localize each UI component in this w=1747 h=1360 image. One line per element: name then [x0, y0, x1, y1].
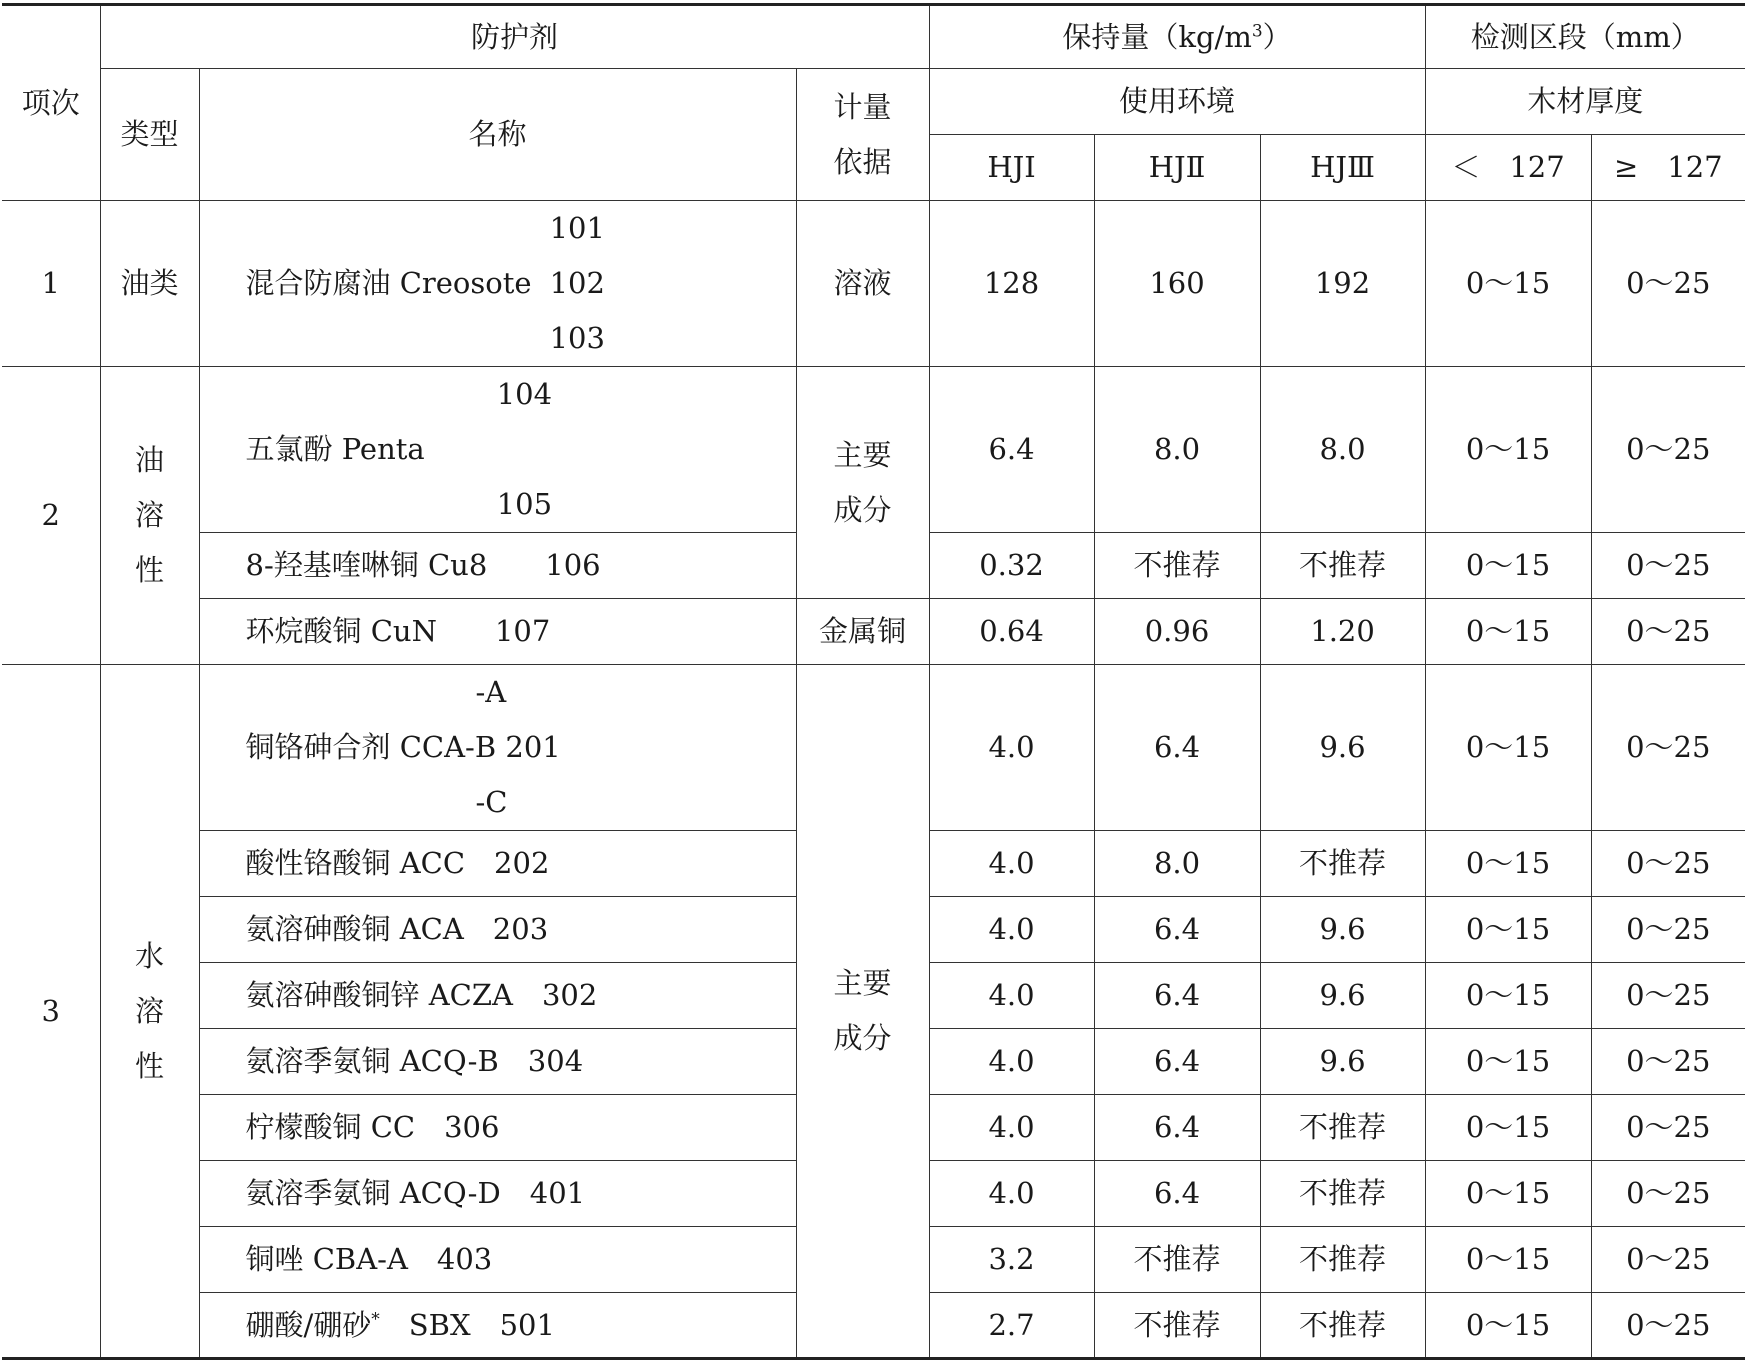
zone-lt-value: 0～15 [1425, 1161, 1591, 1227]
zone-lt-value: 0～15 [1425, 831, 1591, 897]
type-char: 油 [134, 443, 164, 477]
hj1-value: 0.32 [929, 533, 1094, 599]
header-retention [929, 5, 1425, 69]
header-thick-lt-text: ＜ 127 [1451, 150, 1565, 185]
item-cell [2, 201, 100, 367]
item-no: 3 [41, 993, 60, 1028]
zone-lt-value: 0～15 [1425, 533, 1591, 599]
header-hj3 [1260, 135, 1425, 201]
zone-ge-value: 0～25 [1591, 1029, 1745, 1095]
item-no: 1 [41, 266, 60, 301]
basis-text: 金属铜 [819, 614, 907, 649]
zone-ge-value: 0～25 [1591, 963, 1745, 1029]
name-cell [199, 963, 796, 1029]
basis-cell [796, 665, 929, 1359]
header-preservative-text: 防护剂 [471, 19, 559, 54]
hj3-value: 9.6 [1260, 1029, 1425, 1095]
zone-ge-value: 0～25 [1591, 367, 1745, 533]
header-hj2-text: HJⅡ [1148, 150, 1206, 185]
table-row [2, 367, 1745, 533]
name-cell [199, 1161, 796, 1227]
header-assay-zone-text: 检测区段（mm） [1470, 19, 1700, 54]
zone-lt-value: 0～15 [1425, 665, 1591, 831]
header-type [100, 69, 199, 201]
hj2-value: 6.4 [1094, 1095, 1260, 1161]
hj3-value: 9.6 [1260, 665, 1425, 831]
name-cell [199, 1227, 796, 1293]
header-hj1 [929, 135, 1094, 201]
type-char: 溶 [134, 993, 164, 1028]
preservative-name: 酸性铬酸铜 ACC 202 [245, 846, 550, 881]
name-cell [199, 533, 796, 599]
zone-ge-value: 0～25 [1591, 533, 1745, 599]
hj1-value: 128 [929, 201, 1094, 367]
preservative-name: 铜唑 CBA-A 403 [245, 1242, 493, 1277]
hj3-value: 不推荐 [1260, 533, 1425, 599]
header-item-no [2, 5, 100, 201]
header-type-text: 类型 [120, 117, 179, 152]
name-cell [199, 599, 796, 665]
header-retention-text: 保持量（kg/m [1062, 19, 1252, 54]
hj2-value: 6.4 [1094, 897, 1260, 963]
preservative-code: SBX 501 [379, 1307, 555, 1342]
hj3-value: 不推荐 [1260, 1227, 1425, 1293]
type-char: 溶 [134, 498, 164, 532]
zone-lt-value: 0～15 [1425, 897, 1591, 963]
hj2-value: 6.4 [1094, 963, 1260, 1029]
preservative-name: 硼酸/硼砂 [245, 1307, 372, 1342]
zone-ge-value: 0～25 [1591, 1293, 1745, 1359]
header-wood-thickness-text: 木材厚度 [1527, 84, 1644, 119]
basis-cell [796, 367, 929, 599]
type-label: 油类 [120, 266, 179, 301]
hj2-value: 8.0 [1094, 367, 1260, 533]
hj2-value: 160 [1094, 201, 1260, 367]
type-cell [100, 367, 199, 665]
code: 103 [549, 321, 605, 355]
hj1-value: 2.7 [929, 1293, 1094, 1359]
hj3-value: 不推荐 [1260, 1161, 1425, 1227]
item-cell [2, 665, 100, 1359]
header-use-env-text: 使用环境 [1119, 84, 1236, 119]
zone-lt-value: 0～15 [1425, 1029, 1591, 1095]
zone-ge-value: 0～25 [1591, 1161, 1745, 1227]
zone-lt-value: 0～15 [1425, 963, 1591, 1029]
zone-lt-value: 0～15 [1425, 1293, 1591, 1359]
hj3-value: 8.0 [1260, 367, 1425, 533]
hj3-value: 192 [1260, 201, 1425, 367]
hj1-value: 3.2 [929, 1227, 1094, 1293]
table-row [2, 201, 1745, 367]
zone-ge-value: 0～25 [1591, 831, 1745, 897]
name-cell [199, 665, 796, 831]
code: 105 [496, 487, 553, 521]
header-basis-line1: 计量 [833, 89, 892, 124]
name-cell [199, 831, 796, 897]
header-hj3-text: HJⅢ [1310, 150, 1375, 185]
hj1-value: 4.0 [929, 831, 1094, 897]
header-basis-line2: 依据 [833, 144, 892, 179]
hj2-value: 6.4 [1094, 1029, 1260, 1095]
table-row [2, 599, 1745, 665]
zone-ge-value: 0～25 [1591, 665, 1745, 831]
zone-lt-value: 0～15 [1425, 201, 1591, 367]
hj3-value: 不推荐 [1260, 1293, 1425, 1359]
zone-lt-value: 0～15 [1425, 599, 1591, 665]
zone-ge-value: 0～25 [1591, 897, 1745, 963]
hj3-value: 9.6 [1260, 897, 1425, 963]
name-cell [199, 201, 796, 367]
hj2-value: 不推荐 [1094, 1227, 1260, 1293]
zone-ge-value: 0～25 [1591, 201, 1745, 367]
footnote-marker: * [371, 1308, 380, 1329]
type-cell [100, 201, 199, 367]
type-char: 性 [134, 553, 164, 587]
preservative-name: 混合防腐油 Creosote [245, 266, 532, 301]
hj1-value: 4.0 [929, 665, 1094, 831]
hj2-value: 不推荐 [1094, 1293, 1260, 1359]
hj1-value: 4.0 [929, 1029, 1094, 1095]
preservative-name: 环烷酸铜 CuN 107 [245, 614, 551, 649]
hj1-value: 0.64 [929, 599, 1094, 665]
item-no: 2 [41, 498, 60, 533]
hj1-value: 4.0 [929, 1095, 1094, 1161]
header-thick-lt [1425, 135, 1591, 201]
header-thick-ge-text: ≥ 127 [1613, 150, 1723, 185]
preservative-retention-table [2, 3, 1745, 1360]
zone-lt-value: 0～15 [1425, 1095, 1591, 1161]
basis-text: 溶液 [833, 266, 892, 301]
preservative-name: 氨溶季氨铜 ACQ-B 304 [245, 1044, 584, 1079]
name-cell [199, 367, 796, 533]
header-item-no-text: 项次 [21, 85, 80, 120]
header-hj2 [1094, 135, 1260, 201]
zone-lt-value: 0～15 [1425, 1227, 1591, 1293]
zone-ge-value: 0～25 [1591, 1095, 1745, 1161]
variant-label: -A [475, 675, 507, 709]
hj3-value: 不推荐 [1260, 1095, 1425, 1161]
type-char: 性 [134, 1048, 164, 1083]
header-wood-thickness [1425, 69, 1745, 135]
name-cell [199, 1029, 796, 1095]
basis-line: 主要 [833, 437, 892, 472]
preservative-name: 氨溶砷酸铜 ACA 203 [245, 912, 549, 947]
header-use-env [929, 69, 1425, 135]
table-row [2, 665, 1745, 831]
preservative-name: 铜铬砷合剂 CCA-B 201 [245, 730, 561, 764]
hj2-value: 不推荐 [1094, 533, 1260, 599]
preservative-name: 五氯酚 Penta [245, 432, 425, 467]
header-hj1-text: HJⅠ [987, 150, 1036, 185]
header-preservative [100, 5, 929, 69]
hj2-value: 6.4 [1094, 1161, 1260, 1227]
hj1-value: 4.0 [929, 897, 1094, 963]
header-name-text: 名称 [468, 117, 527, 152]
header-retention-close: ） [1262, 19, 1292, 54]
basis-cell [796, 201, 929, 367]
code: 104 [496, 377, 553, 411]
name-cell [199, 1095, 796, 1161]
hj1-value: 4.0 [929, 963, 1094, 1029]
zone-ge-value: 0～25 [1591, 599, 1745, 665]
code: 102 [549, 266, 605, 300]
header-thick-ge [1591, 135, 1745, 201]
basis-cell [796, 599, 929, 665]
basis-line: 主要 [833, 966, 892, 1000]
header-assay-zone [1425, 5, 1745, 69]
zone-ge-value: 0～25 [1591, 1227, 1745, 1293]
preservative-name: 氨溶砷酸铜锌 ACZA 302 [245, 978, 598, 1013]
name-cell [199, 897, 796, 963]
header-retention-unit-superscript: 3 [1251, 20, 1263, 41]
hj2-value: 0.96 [1094, 599, 1260, 665]
type-cell [100, 665, 199, 1359]
basis-line: 成分 [833, 1021, 892, 1055]
hj2-value: 8.0 [1094, 831, 1260, 897]
code: 101 [549, 211, 605, 245]
basis-line: 成分 [833, 492, 892, 527]
hj3-value: 9.6 [1260, 963, 1425, 1029]
hj2-value: 6.4 [1094, 665, 1260, 831]
preservative-name: 8-羟基喹啉铜 Cu8 106 [245, 548, 601, 583]
zone-lt-value: 0～15 [1425, 367, 1591, 533]
hj1-value: 4.0 [929, 1161, 1094, 1227]
header-name [199, 69, 796, 201]
preservative-name: 氨溶季氨铜 ACQ-D 401 [245, 1176, 586, 1211]
preservative-name: 柠檬酸铜 CC 306 [245, 1110, 500, 1145]
header-basis [796, 69, 929, 201]
item-cell [2, 367, 100, 665]
name-cell [199, 1293, 796, 1359]
type-char: 水 [134, 938, 164, 973]
variant-label: -C [475, 785, 508, 819]
hj3-value: 1.20 [1260, 599, 1425, 665]
hj1-value: 6.4 [929, 367, 1094, 533]
hj3-value: 不推荐 [1260, 831, 1425, 897]
